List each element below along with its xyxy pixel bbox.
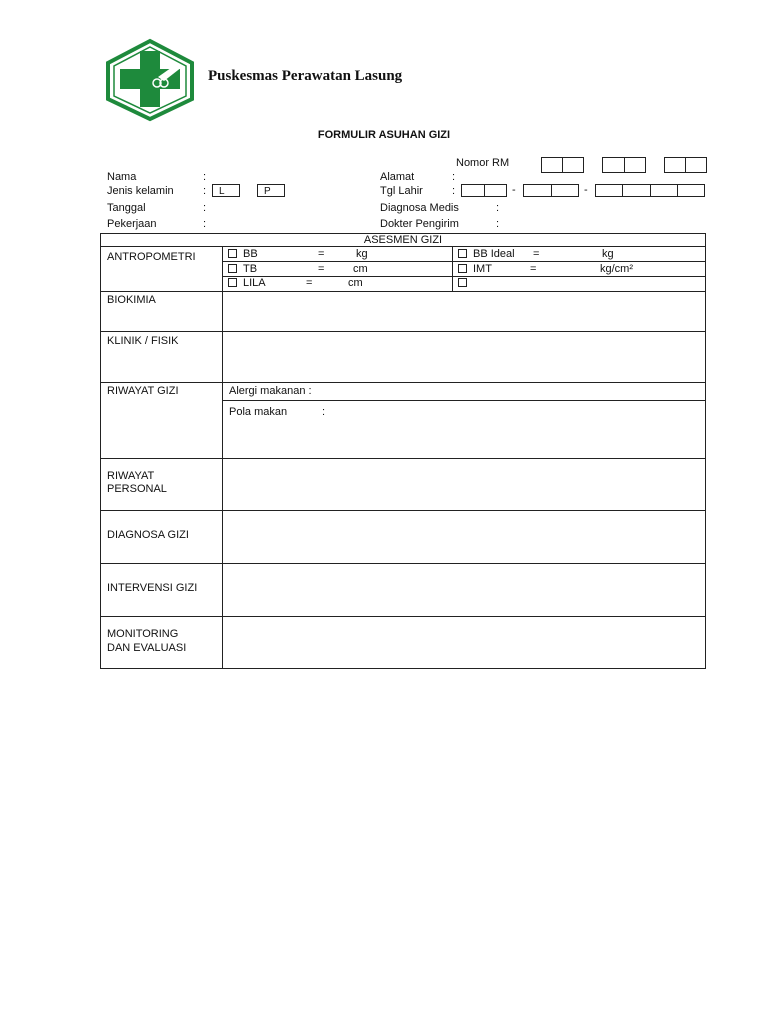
diagnosa-gizi-input-area[interactable] <box>223 511 705 563</box>
intervensi-gizi-input-area[interactable] <box>223 564 705 616</box>
pola-makan-label: Pola makan <box>229 406 288 418</box>
extra-row <box>458 277 473 289</box>
tb-eq: = <box>318 263 325 275</box>
tgl-lahir-colon: : <box>452 185 456 197</box>
dokter-pengirim-label: Dokter Pengirim <box>380 218 459 230</box>
intervensi-gizi-label: INTERVENSI GIZI <box>107 582 198 594</box>
nomor-rm-label: Nomor RM <box>456 157 510 169</box>
dokter-pengirim-colon: : <box>496 218 500 230</box>
pekerjaan-colon: : <box>203 218 207 230</box>
nomor-rm-box-1[interactable] <box>541 157 584 173</box>
bb-ideal-eq: = <box>533 248 540 260</box>
tanggal-colon: : <box>203 202 207 214</box>
bb-unit: kg <box>356 248 368 260</box>
diagnosa-gizi-label: DIAGNOSA GIZI <box>107 529 189 541</box>
extra-checkbox[interactable] <box>458 278 467 287</box>
imt-label: IMT <box>473 263 492 275</box>
lila-eq: = <box>306 277 313 289</box>
tgl-dash-2: - <box>584 184 588 196</box>
gender-l-box[interactable]: L <box>212 184 240 197</box>
riwayat-personal-label-2: PERSONAL <box>107 483 167 495</box>
bb-row <box>228 248 258 260</box>
biokimia-label: BIOKIMIA <box>107 294 156 306</box>
antropometri-label: ANTROPOMETRI <box>107 251 196 263</box>
bb-ideal-unit: kg <box>602 248 614 260</box>
imt-eq: = <box>530 263 537 275</box>
alergi-makanan-label: Alergi makanan : <box>229 385 312 397</box>
lila-label: LILA <box>243 277 266 289</box>
bb-ideal-row <box>458 248 515 260</box>
lila-unit: cm <box>348 277 363 289</box>
tgl-dash-1: - <box>512 184 516 196</box>
monitoring-input-area[interactable] <box>223 617 705 668</box>
riwayat-personal-input-area[interactable] <box>223 459 705 510</box>
alamat-colon: : <box>452 171 456 183</box>
clinic-name: Puskesmas Perawatan Lasung <box>208 68 403 84</box>
alamat-label: Alamat <box>380 171 415 183</box>
tb-row <box>228 263 257 275</box>
asesmen-gizi-header: ASESMEN GIZI <box>363 234 443 246</box>
form-title: FORMULIR ASUHAN GIZI <box>317 129 451 141</box>
lila-checkbox[interactable] <box>228 278 237 287</box>
tanggal-label: Tanggal <box>107 202 146 214</box>
riwayat-gizi-label: RIWAYAT GIZI <box>107 385 179 397</box>
tgl-lahir-label: Tgl Lahir <box>380 185 423 197</box>
nomor-rm-box-3[interactable] <box>664 157 707 173</box>
nomor-rm-box-2[interactable] <box>602 157 646 173</box>
pola-makan-colon: : <box>322 406 326 418</box>
puskesmas-logo <box>102 37 198 123</box>
bb-checkbox[interactable] <box>228 249 237 258</box>
klinik-fisik-input-area[interactable] <box>223 332 705 382</box>
tgl-lahir-day-box[interactable] <box>461 184 507 197</box>
imt-row <box>458 263 492 275</box>
tgl-lahir-month-box[interactable] <box>523 184 579 197</box>
tgl-lahir-year-box[interactable] <box>595 184 705 197</box>
diagnosa-medis-label: Diagnosa Medis <box>380 202 459 214</box>
jenis-kelamin-label: Jenis kelamin <box>107 185 174 197</box>
jenis-kelamin-colon: : <box>203 185 207 197</box>
monitoring-label-2: DAN EVALUASI <box>107 642 187 654</box>
imt-unit: kg/cm² <box>600 263 633 275</box>
riwayat-personal-label-1: RIWAYAT <box>107 470 155 482</box>
bb-label: BB <box>243 248 258 260</box>
bb-ideal-checkbox[interactable] <box>458 249 467 258</box>
diagnosa-medis-colon: : <box>496 202 500 214</box>
bb-ideal-label: BB Ideal <box>473 248 515 260</box>
bb-eq: = <box>318 248 325 260</box>
lila-row <box>228 277 266 289</box>
pekerjaan-label: Pekerjaan <box>107 218 157 230</box>
gender-p-box[interactable]: P <box>257 184 285 197</box>
nama-label: Nama <box>107 171 137 183</box>
imt-checkbox[interactable] <box>458 264 467 273</box>
monitoring-label-1: MONITORING <box>107 628 179 640</box>
tb-checkbox[interactable] <box>228 264 237 273</box>
nama-colon: : <box>203 171 207 183</box>
biokimia-input-area[interactable] <box>223 292 705 331</box>
tb-unit: cm <box>353 263 368 275</box>
klinik-fisik-label: KLINIK / FISIK <box>107 335 179 347</box>
tb-label: TB <box>243 263 258 275</box>
